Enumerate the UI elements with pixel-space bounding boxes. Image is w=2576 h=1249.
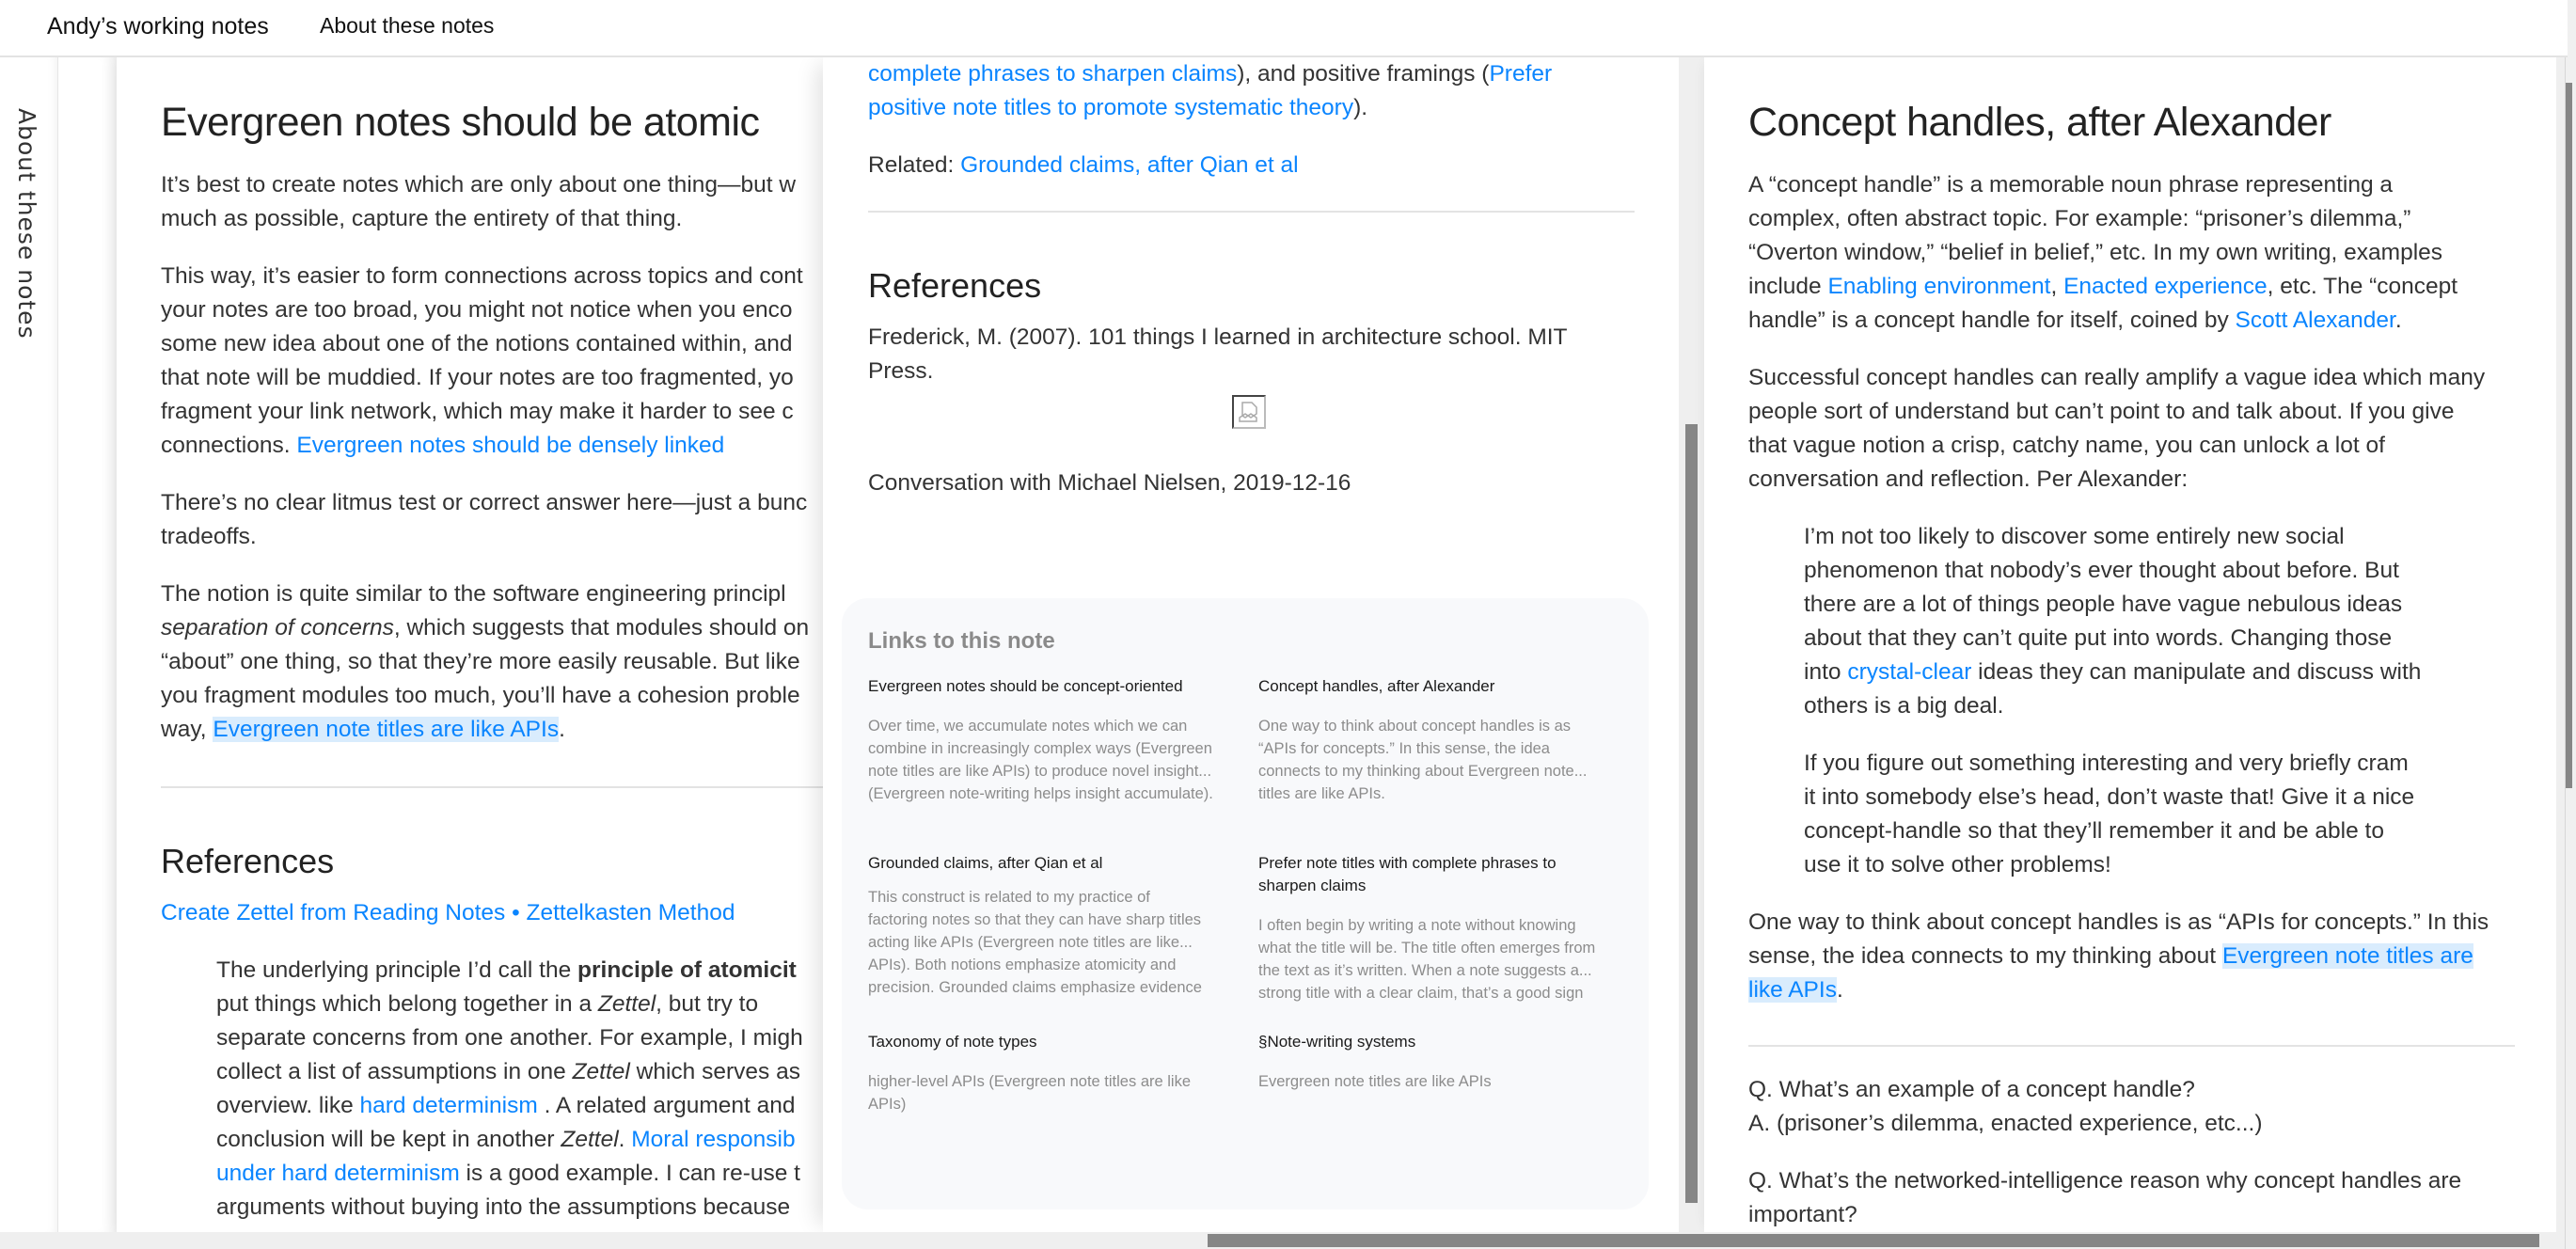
backlink-item[interactable]: Evergreen notes should be concept-oriented Over time, we accumulate notes which we can combine in increasingly complex ways (Evergreen note titles are like APIs) to produce novel insight... (Evergreen note-writing helps insight accumulate). — [868, 677, 1213, 802]
link-evergreen-titles-apis-cont[interactable]: like APIs — [1748, 976, 1837, 1003]
reference-item: Frederick, M. (2007). 101 things I learned in architecture school. MIT Press. — [868, 324, 1568, 385]
note-stack — [0, 57, 2565, 1232]
backlink-item[interactable]: Taxonomy of note types higher-level APIs (Evergreen note titles are like APIs) — [868, 1033, 1192, 1113]
quote-alexander: I’m not too likely to discover some entirely new social phenomenon that nobody’s ever thought about before. But there are a lot of things people have vague nebulous ideas about that they can’t quite put into words. Changing those into crystal-clear ideas they can manipulate and discuss with others is a big deal. If you figure out something interesting and very briefly cram it into somebody else’s head, don’t waste that! Give it a nice concept-handle so that they’ll remember it and be able to use it to solve other problems! — [1804, 523, 2422, 877]
references-heading: References — [868, 266, 1042, 305]
backlinks-heading: Links to this note — [868, 628, 1055, 654]
paragraph: There’s no clear litmus test or correct answer here—just a bunc tradeoffs. — [161, 489, 808, 549]
backlink-item[interactable]: Concept handles, after Alexander One way to think about concept handles is as “APIs for concepts.” In this sense, the idea connects to my thinking about Evergreen note... titles are like APIs. — [1258, 677, 1588, 802]
link-scott-alexander[interactable]: Scott Alexander — [2235, 307, 2395, 333]
collapsed-pane-strip[interactable] — [58, 57, 117, 1232]
link-moral-responsibility[interactable]: Moral responsib — [631, 1126, 796, 1152]
links-to-this-note-panel — [842, 598, 1649, 1209]
collapsed-pane-title[interactable]: About these notes — [13, 108, 40, 340]
paragraph: complete phrases to sharpen claims), and positive framings (Prefer positive note titles to promote systematic theory). — [868, 61, 1553, 120]
qa-item: Q. What’s an example of a concept handle? A. (prisoner’s dilemma, enacted experience, etc...) — [1748, 1076, 2263, 1136]
note-pane-evergreen-atomic — [117, 57, 823, 1232]
link-enacted-experience[interactable]: Enacted experience — [2063, 273, 2268, 299]
related-line: Related: Grounded claims, after Qian et al — [868, 152, 1299, 178]
link-complete-phrases[interactable]: complete phrases to sharpen claims — [868, 61, 1238, 87]
reference-item — [161, 896, 819, 930]
paragraph: One way to think about concept handles is as “APIs for concepts.” In this sense, the idea connects to my thinking about Evergreen note titles are like APIs. — [1748, 909, 2489, 1003]
site-brand-link[interactable]: Andy’s working notes — [47, 13, 269, 40]
pane3-scrollbar-thumb[interactable] — [2566, 83, 2572, 788]
divider — [161, 786, 823, 788]
link-crystal-clear[interactable]: crystal-clear — [1847, 658, 1972, 685]
paragraph: A “concept handle” is a memorable noun phrase representing a complex, often abstract topic. For example: “prisoner’s dilemma,” “Overton window,” “belief in belief,” etc. In my own writing, examples include Enabling environment, Enacted experience, etc. The “concept handle” is a concept handle for itself, coined by Scott Alexander. — [1748, 171, 2458, 333]
link-create-zettel[interactable]: Create Zettel from Reading Notes • Zettelkasten Method — [161, 899, 735, 925]
note-pane-evergreen-titles-apis — [823, 57, 1679, 1232]
broken-image-icon — [1232, 395, 1266, 429]
link-evergreen-titles-apis[interactable]: Evergreen note titles are like APIs — [213, 716, 560, 742]
references-heading: References — [161, 841, 335, 880]
about-these-notes-link[interactable]: About these notes — [320, 13, 495, 38]
link-prefer-positive-cont[interactable]: positive note titles to promote systematic theory — [868, 95, 1354, 120]
collapsed-pane-about[interactable] — [0, 57, 58, 1232]
link-grounded-claims[interactable]: Grounded claims, after Qian et al — [960, 152, 1299, 178]
link-enabling-environment[interactable]: Enabling environment — [1827, 273, 2051, 299]
link-evergreen-densely-linked[interactable]: Evergreen notes should be densely linked — [296, 432, 725, 458]
link-prefer-positive[interactable]: Prefer — [1489, 61, 1553, 87]
paragraph: Successful concept handles can really amplify a vague idea which many people sort of understand but can’t point to and talk about. If you give that vague notion a crisp, catchy name, you can unlock a lot of conversation and reflection. Per Alexander: — [1748, 364, 2486, 492]
backlink-item[interactable]: §Note-writing systems Evergreen note titles are like APIs — [1258, 1033, 1492, 1090]
horizontal-scrollbar-thumb[interactable] — [1208, 1234, 2539, 1247]
paragraph: The notion is quite similar to the software engineering principl separation of concerns, which suggests that modules should on “about” one thing, so that they’re more easily reusable. But like you fragment modules too much, you’ll have a cohesion proble way, Evergreen note titles are like APIs. — [161, 580, 810, 742]
link-evergreen-titles-apis[interactable]: Evergreen note titles are — [2221, 942, 2473, 969]
note-title: Evergreen notes should be atomic — [161, 100, 760, 145]
link-moral-responsibility-cont[interactable]: under hard determinism — [216, 1160, 460, 1186]
divider — [1748, 1045, 2515, 1047]
qa-item: Q. What’s the networked-intelligence reason why concept handles are important? — [1748, 1167, 2462, 1227]
reference-item: Conversation with Michael Nielsen, 2019-12-16 — [868, 470, 1351, 497]
paragraph: It’s best to create notes which are only about one thing—but w much as possible, capture the entirety of that thing. — [161, 171, 797, 231]
backlink-item[interactable]: Grounded claims, after Qian et al This construct is related to my practice of factoring notes so that they can have sharp titles acting like APIs (Evergreen note titles are like... APIs). Both notions emphasize atomicity and precision. Grounded claims emphasize evidence — [868, 854, 1202, 996]
note-title: Concept handles, after Alexander — [1748, 100, 2331, 145]
top-nav-bar — [0, 0, 2568, 57]
reference-quote: The underlying principle I’d call the principle of atomicit put things which belong together in a Zettel, but try to separate concerns from one another. For example, I migh collect a list of assumptions in one Zettel which serves as overview. like hard determinism . A related argument and conclusion will be kept in another Zettel. Moral responsib under hard determinism is a good example. I can re-use t arguments without buying into the assumptions because — [216, 957, 803, 1220]
pane-scrollbar-thumb[interactable] — [1685, 424, 1698, 1203]
divider — [868, 211, 1635, 213]
note-pane-concept-handles — [1704, 57, 2556, 1232]
link-hard-determinism[interactable]: hard determinism — [359, 1092, 538, 1118]
paragraph: This way, it’s easier to form connections across topics and cont your notes are too broad, you might not notice when you enco some new idea about one of the notions contained within, and that note will be muddied. If your notes are too fragmented, yo fragment your link network, which may make it harder to see c connections. Evergreen notes should be densely linked — [161, 262, 803, 458]
backlink-item[interactable]: Prefer note titles with complete phrases to sharpen claims I often begin by writing a note without knowing what the title will be. The title often emerges from the text as it’s written. When a note suggests a... strong title with a clear claim, that’s a good sign — [1258, 854, 1596, 1002]
